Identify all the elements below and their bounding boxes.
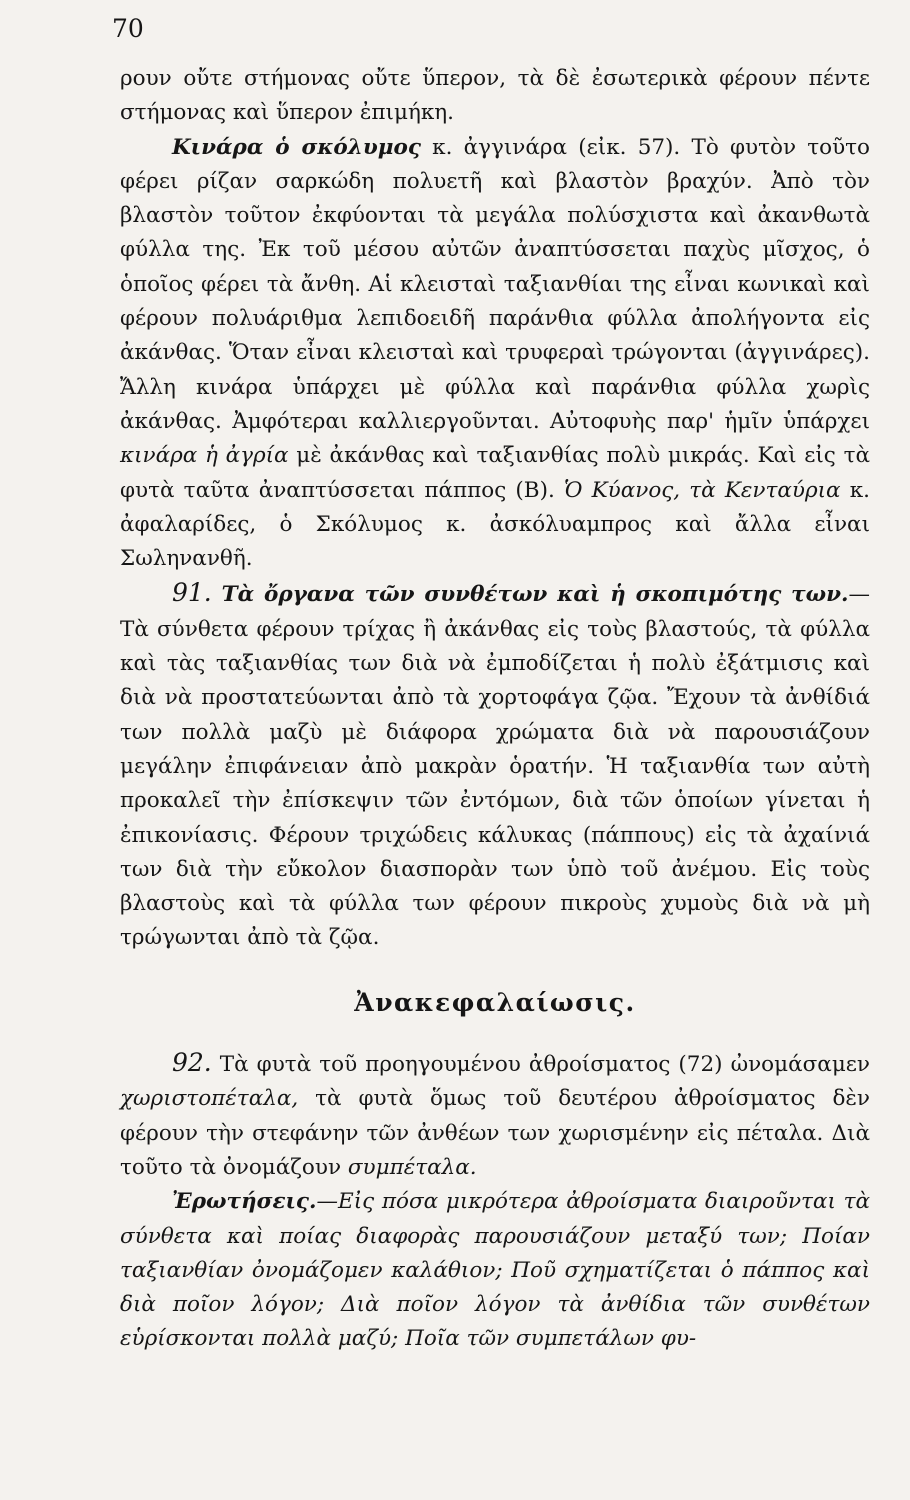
species-italic: Ὁ Κύανος, τὰ Κενταύρια: [563, 477, 841, 503]
subsection-heading: Τὰ ὄργανα τῶν συνθέτων καὶ ἡ σκοπιμότης των.: [211, 582, 849, 608]
term-italic: χωριστοπέταλα,: [120, 1086, 299, 1112]
section-number: 91.: [172, 578, 212, 608]
paragraph-text: κ. ἀφαλαρίδες, ὁ Σκόλυμος κ. ἀσκόλυαμπρος καὶ ἄλλα εἶναι Σωληνανθῆ.: [120, 477, 870, 572]
section-heading-summary: Ἀνακεφαλαίωσις.: [354, 987, 636, 1017]
questions-label: Ἐρωτήσεις.: [172, 1189, 317, 1215]
paragraph-text: μὲ ἀκάνθας καὶ ταξιανθίας πολὺ μικράς. Καὶ εἰς τὰ φυτὰ ταῦτα ἀναπτύσσεται πάππος (Β).: [120, 443, 870, 503]
page-number: 70: [112, 14, 144, 43]
term-italic: συμπέταλα.: [347, 1154, 477, 1180]
paragraph-text: Τὰ φυτὰ τοῦ προηγουμένου ἀθροίσματος (72) ὠνομάσαμεν: [211, 1052, 870, 1078]
species-italic: κινάρα ἡ ἀγρία: [120, 443, 289, 469]
page-body: [120, 62, 870, 1357]
section-number: 92.: [172, 1048, 212, 1078]
paragraph-continuation: [120, 62, 870, 131]
paragraph-91: [120, 576, 870, 955]
paragraph-text: ρουν οὔτε στήμονας οὔτε ὕπερον, τὰ δὲ ἐσωτερικὰ φέρουν πέντε στήμονας καὶ ὕπερον ἐπιμήκη.: [120, 66, 870, 126]
questions-text: —Εἰς πόσα μικρότερα ἀθροίσματα διαιροῦνται τὰ σύνθετα καὶ ποίας διαφορὰς παρουσιάζουν μεταξύ των; Ποίαν ταξιανθίαν ὀνομάζομεν καλάθιον; Ποῦ σχηματίζεται ὁ πάππος καὶ διὰ ποῖον λόγον; Διὰ ποῖον λόγον τὰ ἀνθίδια τῶν συνθέτων εὑρίσκονται πολλὰ μαζύ; Ποῖα τῶν συμπετάλων φυ-: [120, 1189, 870, 1352]
paragraph-cynara: [120, 131, 870, 577]
paragraph-questions: [120, 1185, 870, 1356]
species-term: Κινάρα ὁ σκόλυμος: [172, 134, 421, 160]
paragraph-text: τὰ φυτὰ ὅμως τοῦ δευτέρου ἀθροίσματος δὲν φέρουν τὴν στεφάνην τῶν ἀνθέων των χωρισμένην εἰς πέταλα. Διὰ τοῦτο τὰ ὀνομάζουν: [120, 1086, 870, 1180]
paragraph-text: — Τὰ σύνθετα φέρουν τρίχας ἢ ἀκάνθας εἰς τοὺς βλαστούς, τὰ φύλλα καὶ τὰς ταξιανθίας των διὰ νὰ ἐμποδίζεται ἡ πολὺ ἐξάτμισις καὶ διὰ νὰ προστατεύωνται ἀπὸ τὰ χορτοφάγα ζῷα. Ἔχουν τὰ ἀνθίδιά των πολλὰ μαζὺ μὲ διάφορα χρώματα διὰ νὰ παρουσιάζουν μεγάλην ἐπιφάνειαν ἀπὸ μακρὰν ὁρατήν. Ἡ ταξιανθία των αὐτὴ προκαλεῖ τὴν ἐπίσκεψιν τῶν ἐντόμων, διὰ τῶν ὁποίων γίνεται ἡ ἐπικονίασις. Φέρουν τριχώδεις κάλυκας (πάππους) εἰς τὰ ἀχαίνιά των διὰ τὴν εὔκολον διασπορὰν των ὑπὸ τοῦ ἀνέμου. Εἰς τοὺς βλαστοὺς καὶ τὰ φύλλα των φέρουν πικροὺς χυμοὺς διὰ νὰ μὴ τρώγωνται ἀπὸ τὰ ζῷα.: [120, 582, 870, 951]
paragraph-92: [120, 1046, 870, 1185]
paragraph-text: κ. ἀγγινάρα (εἰκ. 57). Τὸ φυτὸν τοῦτο φέρει ρίζαν σαρκώδη πολυετῆ καὶ βλαστὸν βραχύν. Ἀπὸ τὸν βλαστὸν τοῦτον ἐκφύονται τὰ μεγάλα πολύσχιστα καὶ ἀκανθωτὰ φύλλα της. Ἐκ τοῦ μέσου αὐτῶν ἀναπτύσσεται παχὺς μῖσχος, ὁ ὁποῖος φέρει τὰ ἄνθη. Αἱ κλεισταὶ ταξιανθίαι της εἶναι κωνικαὶ καὶ φέρουν πολυάριθμα λεπιδοειδῆ παράνθια φύλλα ἀπολήγοντα εἰς ἀκάνθας. Ὅταν εἶναι κλεισταὶ καὶ τρυφεραὶ τρώγονται (ἀγγινάρες). Ἄλλη κινάρα ὑπάρχει μὲ φύλλα καὶ παράνθια φύλλα χωρὶς ἀκάνθας. Ἀμφότεραι καλλιεργοῦνται. Αὐτοφυὴς παρ' ἡμῖν ὑπάρχει: [120, 134, 870, 434]
